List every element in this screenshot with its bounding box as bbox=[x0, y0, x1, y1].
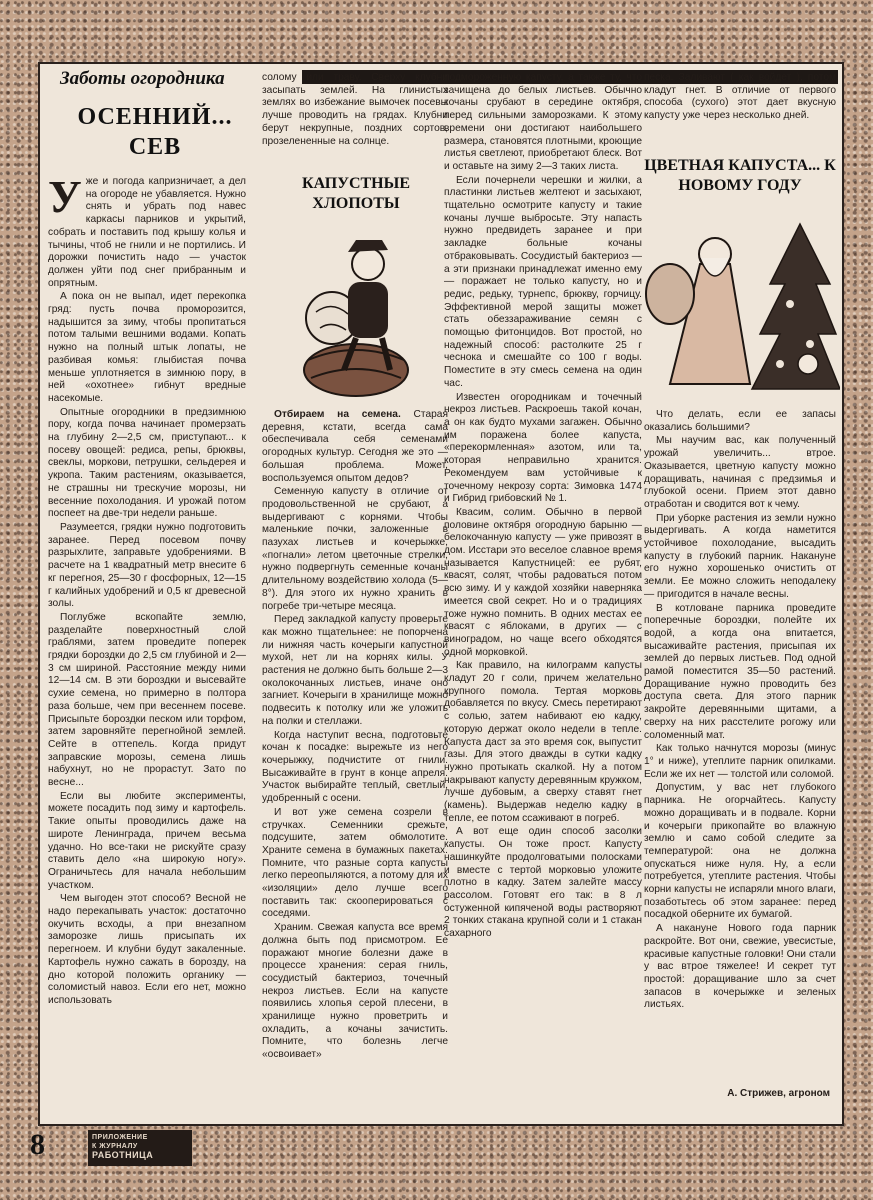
rubric-title: Заботы огородника bbox=[60, 68, 225, 89]
paragraph: Разумеется, грядки нужно подготовить заранее. Перед посевом почву разрыхлите, заправьте удобрениями. В расчете на 1 квадратный метр внесите 6 кг перегноя, 25—30 г фосфорных, 12—15 г калийных удобрений и 0,5 кг древесной золы. bbox=[48, 521, 246, 610]
paragraph: Опытные огородники в предзимнюю пору, когда почва начинает промерзать на глубину 2—2,5 см, приступают... к посеву овощей: редиса, репы, брюквы, свеклы, моркови, петрушки, сельдерея и укропа. Таким растениям, оказывается, не страшны ни трескучие морозы, ни весенние похолодания. И урожай потом поспеет на две-три недели раньше. bbox=[48, 406, 246, 520]
paragraph: Как только начнутся морозы (минус 1° и ниже), утеплите парник опилками. Если же их нет — толстой или соломой. bbox=[644, 743, 836, 780]
paragraph: Храним. Свежая капуста все время должна быть под присмотром. Ее поражают многие болезни даже в процессе хранения: серая гниль, сосудистый бактериоз, точечный некроз листьев. Если на капусте появились хлопья серой плесени, в хранилище нужно проветрить и охладить, а кочаны зачистить. Помните, что болезнь легче «освоивает» bbox=[262, 922, 448, 1061]
christmas-tree bbox=[752, 224, 840, 389]
gift-sack bbox=[646, 264, 694, 324]
article-title: ОСЕННИЙ... СЕВ bbox=[77, 104, 233, 160]
paragraph: А вот еще один способ засолки капусты. Он тоже прост. Капусту нашинкуйте продолговатыми полосками и вместе с тертой морковью уложите плотно в кадку. Затем залейте массу рассолом. Готовят его так: в 8 л остуженной кипяченой воды растворяют 2 тонких стакана крупной соли и 1 стакан сахарного bbox=[444, 826, 642, 940]
paragraph bbox=[262, 409, 448, 485]
paragraph: Известен огородникам и точечный некроз листьев. Раскроешь такой кочан, а он как будто мухами загажен. Обычно им поражена более капуста, «перекормленная» азотом, или та, которая неправильно хранится. Рекомендуем вам устойчивые к точечному некрозу сорта: Зимовка 1474 и Гибрид грибовский № 1. bbox=[444, 391, 642, 505]
page-number: 8 bbox=[30, 1128, 45, 1161]
child bbox=[798, 354, 818, 374]
paragraph: Допустим, у вас нет глубокого парника. Не огорчайтесь. Капусту можно доращивать и в подвале. Корни и кочерыги прикопайте во влажную землю и само собой следите за температурой: она не должна опускаться ниже нуля. Ну, а если потребуется, утеплите растения. Чтобы корни капусты не испаряли много влаги, позаботьтесь об этом заранее: перед посадкой оберните их бумагой. bbox=[644, 782, 836, 921]
paragraph: Поглубже вскопайте землю, разделайте поверхностный слой граблями, затем проведите поперек грядки бороздки до 2,5 см глубиной и 2—3 см шириной. Расстояние между ними 12—14 см. В эти бороздки и высевайте сухие семена, но примерно в полтора раза больше, чем при весеннем посеве. Присыпьте бороздки песком или торфом, затем заровняйте перегнойной землей. Сейте в оттепель. Когда придут заправские морозы, семена лишь набухнут, но не прорастут. Зато по весне... bbox=[48, 611, 246, 789]
paragraph: Если почернели черешки и жилки, а пластинки листьев желтеют и засыхают, тщательно осмотрите капусту и такие кочаны лучше выбросьте. Эту напасть нужно предвидеть заранее и при закладке больные кочаны отбраковывать. Сосудистый бактериоз — а эти признаки принадлежат именно ему — поражает не только капусту, но и редис, редьку, турнепс, брюкву, горчицу. Эффективной мерой защиты может стать обеззараживание семян с помощью фитонцидов. Вот простой, но надежный способ: растолките 25 г чеснока и смешайте со 100 г воды. Поместите в эту смесь семена на один час. bbox=[444, 174, 642, 389]
lead-in: Отбираем на семена. bbox=[274, 409, 401, 420]
paragraph: песка. Заливают ( как войдет ), потом кладут гнет. В отличие от первого способа (сухого) этот дает вкусную капусту уже через несколько дней. bbox=[644, 72, 836, 122]
paragraph: Если вы любите эксперименты, можете посадить под зиму и картофель. Такие опыты проводились даже на широте Ленинграда, причем весьма удачно. Но все-таки не рискуйте сразу ставить дело «на широкую ногу». Ограничьтесь для начала небольшим участком. bbox=[48, 790, 246, 891]
paragraph: Семенную капусту в отличие от продовольственной не срубают, а выдергивают с корнями. Чтобы маленькие почки, заложенные в пазухах листьев и кочерыжке, «погнали» летом цветочные стрелки, нужно подвергнуть семенные кочаны длительному воздействию холода (5—8°). Для этого их нужно хранить в погребе три-четыре месяца. bbox=[262, 486, 448, 612]
pub-line: ПРИЛОЖЕНИЕ bbox=[92, 1134, 148, 1141]
paragraph: Квасим, солим. Обычно в первой половине октября огородную барыню — белокочанную капусту — уже привозят в дом. Исстари это веселое славное время называется Капустницей: ее рубят, квасят, солят, чтобы радоваться потом всю зиму. И у каждой хозяйки наверняка имеется свой секрет. Но и о традициях тоже нужно помнить. В одних местах ее квасят с яблоками, в других — с виноградом, но чаще всего обходятся одной морковкой. bbox=[444, 506, 642, 658]
paragraph-text: Старая деревня, кстати, всегда сама обеспечивала себя семенами огородных культур. Сегодня же это — большая проблема. Может, воспользуемся опытом дедов? bbox=[262, 409, 448, 484]
column-1 bbox=[48, 176, 246, 1112]
publication-badge bbox=[88, 1130, 192, 1166]
column-4-top bbox=[644, 72, 836, 152]
column-4 bbox=[644, 409, 836, 1099]
paragraph: Что делать, если ее запасы оказались большими? bbox=[644, 409, 836, 433]
paragraph: Когда наступит весна, подготовьте кочан к посадке: вырежьте из него кочерыжку, подчистите от гнили. Высаживайте в грунт в конце апреля. Участок выбирайте теплый, светлый, удобренный с осени. bbox=[262, 729, 448, 805]
paragraph: Чем выгоден этот способ? Весной не надо перекапывать участок: достаточно окучить всходы, а при внезапном заморозке лишь присыпать их перегноем. И клубни будут закаленные. Картофель нужно сажать в борозду, на дно которой положить органику — соломистый навоз. Если его нет, можно использовать bbox=[48, 893, 246, 1006]
farmer-body bbox=[348, 282, 388, 338]
paragraph: А накануне Нового года парник раскройте. Вот они, свежие, увесистые, красивые капустные головки! Они стали у вас втрое тяжелее! И секрет тут простой: доращивание шло за счет запасов в кочерыжке и зеленых листьях. bbox=[644, 923, 836, 1011]
farmer-head bbox=[352, 248, 384, 280]
column-2 bbox=[262, 409, 448, 1117]
subsection-title: КАПУСТНЫЕ ХЛОПОТЫ bbox=[302, 175, 410, 212]
cabbage-farmer-illustration bbox=[286, 220, 426, 400]
author-byline: А. Стрижев, агроном bbox=[727, 1088, 830, 1099]
paragraph: солому или траву. Сверху клубни засыпать землей. На глинистых землях во избежание вымочек посевы лучше проводить на грядах. Клубни берут некрупные, поздних сортов, прозелененные на солнце. bbox=[262, 72, 448, 147]
drop-cap: У bbox=[48, 176, 82, 222]
column-3 bbox=[444, 72, 642, 1082]
paragraph: Мы научим вас, как полученный урожай увеличить... втрое. Оказывается, цветную капусту можно доращивать, начиная с предзимья и глубокой осени. Прием этот давно отработан и сводится вот к чему. bbox=[644, 435, 836, 510]
paragraph: Уже и погода капризничает, а дел на огороде не убавляется. Нужно снять и убрать под навес каркасы парников и укрытий, собрать и поставить под крышу колья и тычины, чтоб не гнили и не портились. И дорожки почистить надо — участок должен уйти под снег прибранным и опрятным. bbox=[48, 176, 246, 289]
paragraph: И вот уже семена созрели в стручках. Семенники срежьте, подсушите, затем обмолотите. Храните семена в бумажных пакетах. Помните, что разные сорта капусты легко переопыляются, а потому для их «изоляции» дело лучше всего поставить так: скооперироваться с соседями. bbox=[262, 806, 448, 920]
paragraph: В котловане парника проведите поперечные бороздки, полейте их водой, а когда она впитается, высаживайте растения, присыпая их землей до первых листьев. Под одной рамой поместится 35—50 растений. Доращивание нужно проводить без доступа света. Для этого парник закройте деревянными щитами, а сверху на них расстелите рогожу или соломенный мат. bbox=[644, 602, 836, 741]
pub-line: К ЖУРНАЛУ bbox=[92, 1143, 138, 1150]
paragraph: Как правило, на килограмм капусты кладут 20 г соли, причем желательно крупного помола. Тертая морковь добавляется по вкусу. Смесь перетирают с солью, затем набивают ею кадку, которую держат около недели в тепле. Капуста даст за это время сок, выпустит газы. Для этого дважды в сутки кадку нужно протыкать скалкой. Ну а потом накрывают капусту деревянным кружком, лучше дубовым, а сверху ставят гнет (камень). Выдержав неделю кадку в тепле, ее потом ссаживают в погреб. bbox=[444, 660, 642, 824]
column-2-top bbox=[262, 72, 448, 168]
subsection-title-cauliflower: ЦВЕТНАЯ КАПУСТА... К НОВОМУ ГОДУ bbox=[644, 157, 836, 194]
paragraph: При уборке растения из земли нужно выдергивать. А когда наметится устойчивое похолодание, высадить капусту в глубокий парник. Накануне его нужно хорошенько очистить от земли. Ее можно сложить неподалеку — пригодится в начале весны. bbox=[644, 512, 836, 600]
paragraph: Перед закладкой капусту проверьте как можно тщательнее: не попорчена ли нижняя часть кочерыги капустной мухой, нет ли на корнях килы. У растения не должно быть больше 2—3 околокочанных листьев, иначе оно загниет. Кочерыги в хранилище можно подвесить к потолку или же уложить на полки и стеллажи. bbox=[262, 614, 448, 727]
farmer-hat bbox=[348, 240, 388, 252]
paragraph: подмороженную капусту, а также ту, что зачищена до белых листьев. Обычно кочаны срубают в середине октября, перед сильными заморозками. К этому времени они достигают наибольшего размера, становятся плотными, кроющие листья светлеют, приобретают блеск. Вот и оставьте на зиму 2—3 таких листа. bbox=[444, 72, 642, 172]
father-frost-illustration bbox=[640, 214, 840, 404]
pub-name: РАБОТНИЦА bbox=[92, 1150, 154, 1160]
paragraph: А пока он не выпал, идет перекопка гряд: пусть почва проморозится, надышится за зиму, чтобы пропитаться потом талыми вешними водами. Копать нужно на полный штык лопаты, не разбивая комья: глыбистая почва меньше уплотняется в зимнюю пору, в ней «охотнее» гибнут вредные насекомые. bbox=[48, 291, 246, 404]
article-page bbox=[38, 62, 844, 1126]
